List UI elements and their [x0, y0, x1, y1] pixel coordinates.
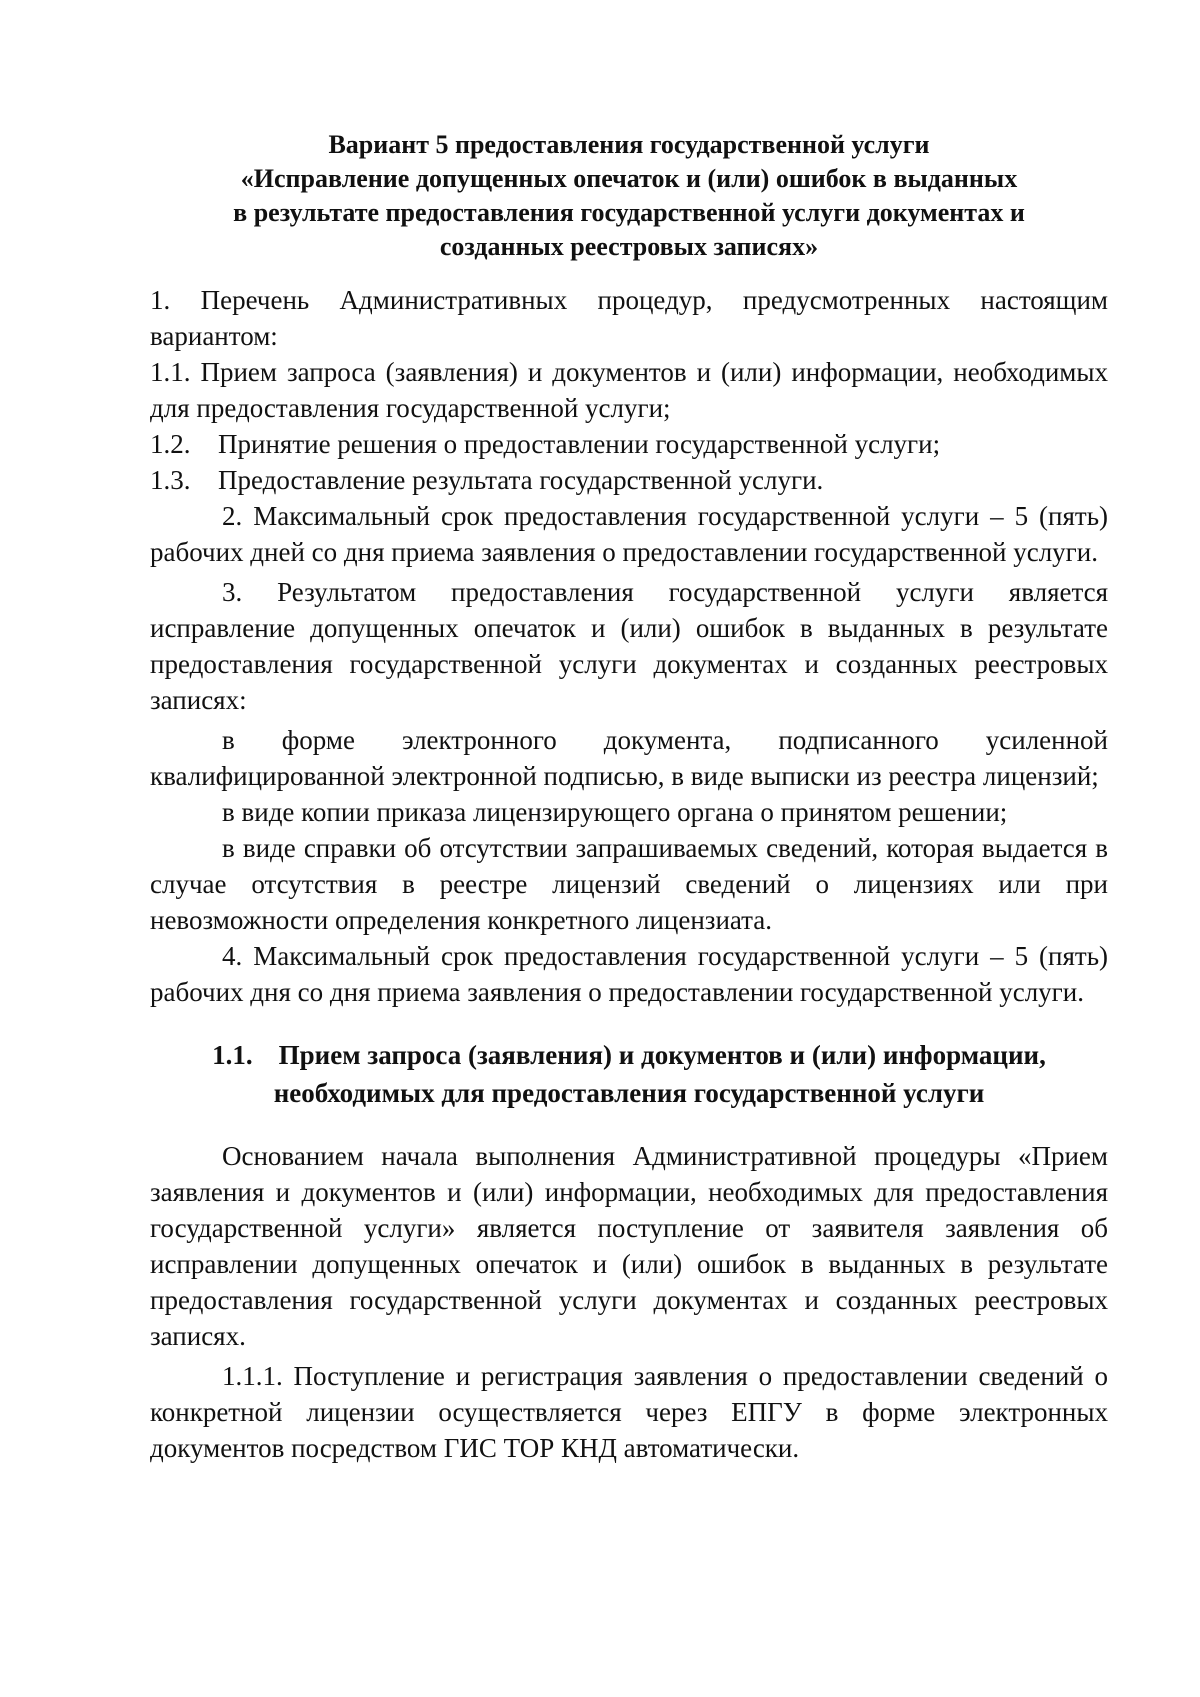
document-page — [150, 128, 1108, 1466]
document-title — [150, 128, 1108, 264]
section-heading — [150, 1036, 1108, 1112]
list-item-1-3-text: Предоставление результата государственной услуги. — [218, 465, 824, 495]
paragraph-1: 1. Перечень Административных процедур, предусмотренных настоящим вариантом: — [150, 285, 1108, 351]
list-item-1-3 — [150, 462, 1108, 498]
list-item-1-1 — [150, 354, 1108, 426]
section-number: 1.1. — [212, 1040, 253, 1070]
paragraph-3a: в форме электронного документа, подписанного усиленной квалифицированной электронной подписью, в виде выписки из реестра лицензий; — [150, 725, 1108, 791]
list-item-1-1-number: 1.1. — [150, 357, 191, 387]
section-heading-line-2: необходимых для предоставления государственной услуги — [273, 1078, 985, 1108]
list-item-1-1-text: Прием запроса (заявления) и документов и (или) информации, необходимых для предоставления государственной услуги; — [150, 357, 1109, 423]
list-item-1-3-number: 1.3. — [150, 465, 191, 495]
list-item-1-2-number: 1.2. — [150, 429, 191, 459]
paragraph-3c: в виде справки об отсутствии запрашиваемых сведений, которая выдается в случае отсутствия в реестре лицензий сведений о лицензиях или при невозможности определения конкретного лицензиата. — [150, 833, 1108, 935]
paragraph-3: 3. Результатом предоставления государственной услуги является исправление допущенных опечаток и (или) ошибок в выданных в результате предоставления государственной услуги документах и созданных реестровых записях: — [150, 577, 1108, 715]
paragraph-3b: в виде копии приказа лицензирующего органа о принятом решении; — [222, 797, 1008, 827]
title-line-4: созданных реестровых записях» — [439, 232, 819, 261]
title-line-2: «Исправление допущенных опечаток и (или) ошибок в выданных — [240, 164, 1018, 193]
title-line-1: Вариант 5 предоставления государственной услуги — [328, 130, 930, 159]
title-line-3: в результате предоставления государственной услуги документах и — [233, 198, 1025, 227]
paragraph-2: 2. Максимальный срок предоставления государственной услуги – 5 (пять) рабочих дней со дня приема заявления о предоставлении государственной услуги. — [150, 501, 1108, 567]
section-heading-line-1: Прием запроса (заявления) и документов и (или) информации, — [278, 1040, 1046, 1070]
list-item-1-2-text: Принятие решения о предоставлении государственной услуги; — [218, 429, 941, 459]
section-paragraph-1: Основанием начала выполнения Административной процедуры «Прием заявления и документов и (или) информации, необходимых для предоставления государственной услуги» является поступление от заявителя заявления об исправлении допущенных опечаток и (или) ошибок в выданных в результате предоставления государственной услуги документах и созданных реестровых записях. — [150, 1141, 1108, 1351]
list-item-1-2 — [150, 426, 1108, 462]
paragraph-4: 4. Максимальный срок предоставления государственной услуги – 5 (пять) рабочих дня со дня приема заявления о предоставлении государственной услуги. — [150, 941, 1108, 1007]
section-paragraph-2: 1.1.1. Поступление и регистрация заявления о предоставлении сведений о конкретной лицензии осуществляется через ЕПГУ в форме электронных документов посредством ГИС ТОР КНД автоматически. — [150, 1361, 1108, 1463]
